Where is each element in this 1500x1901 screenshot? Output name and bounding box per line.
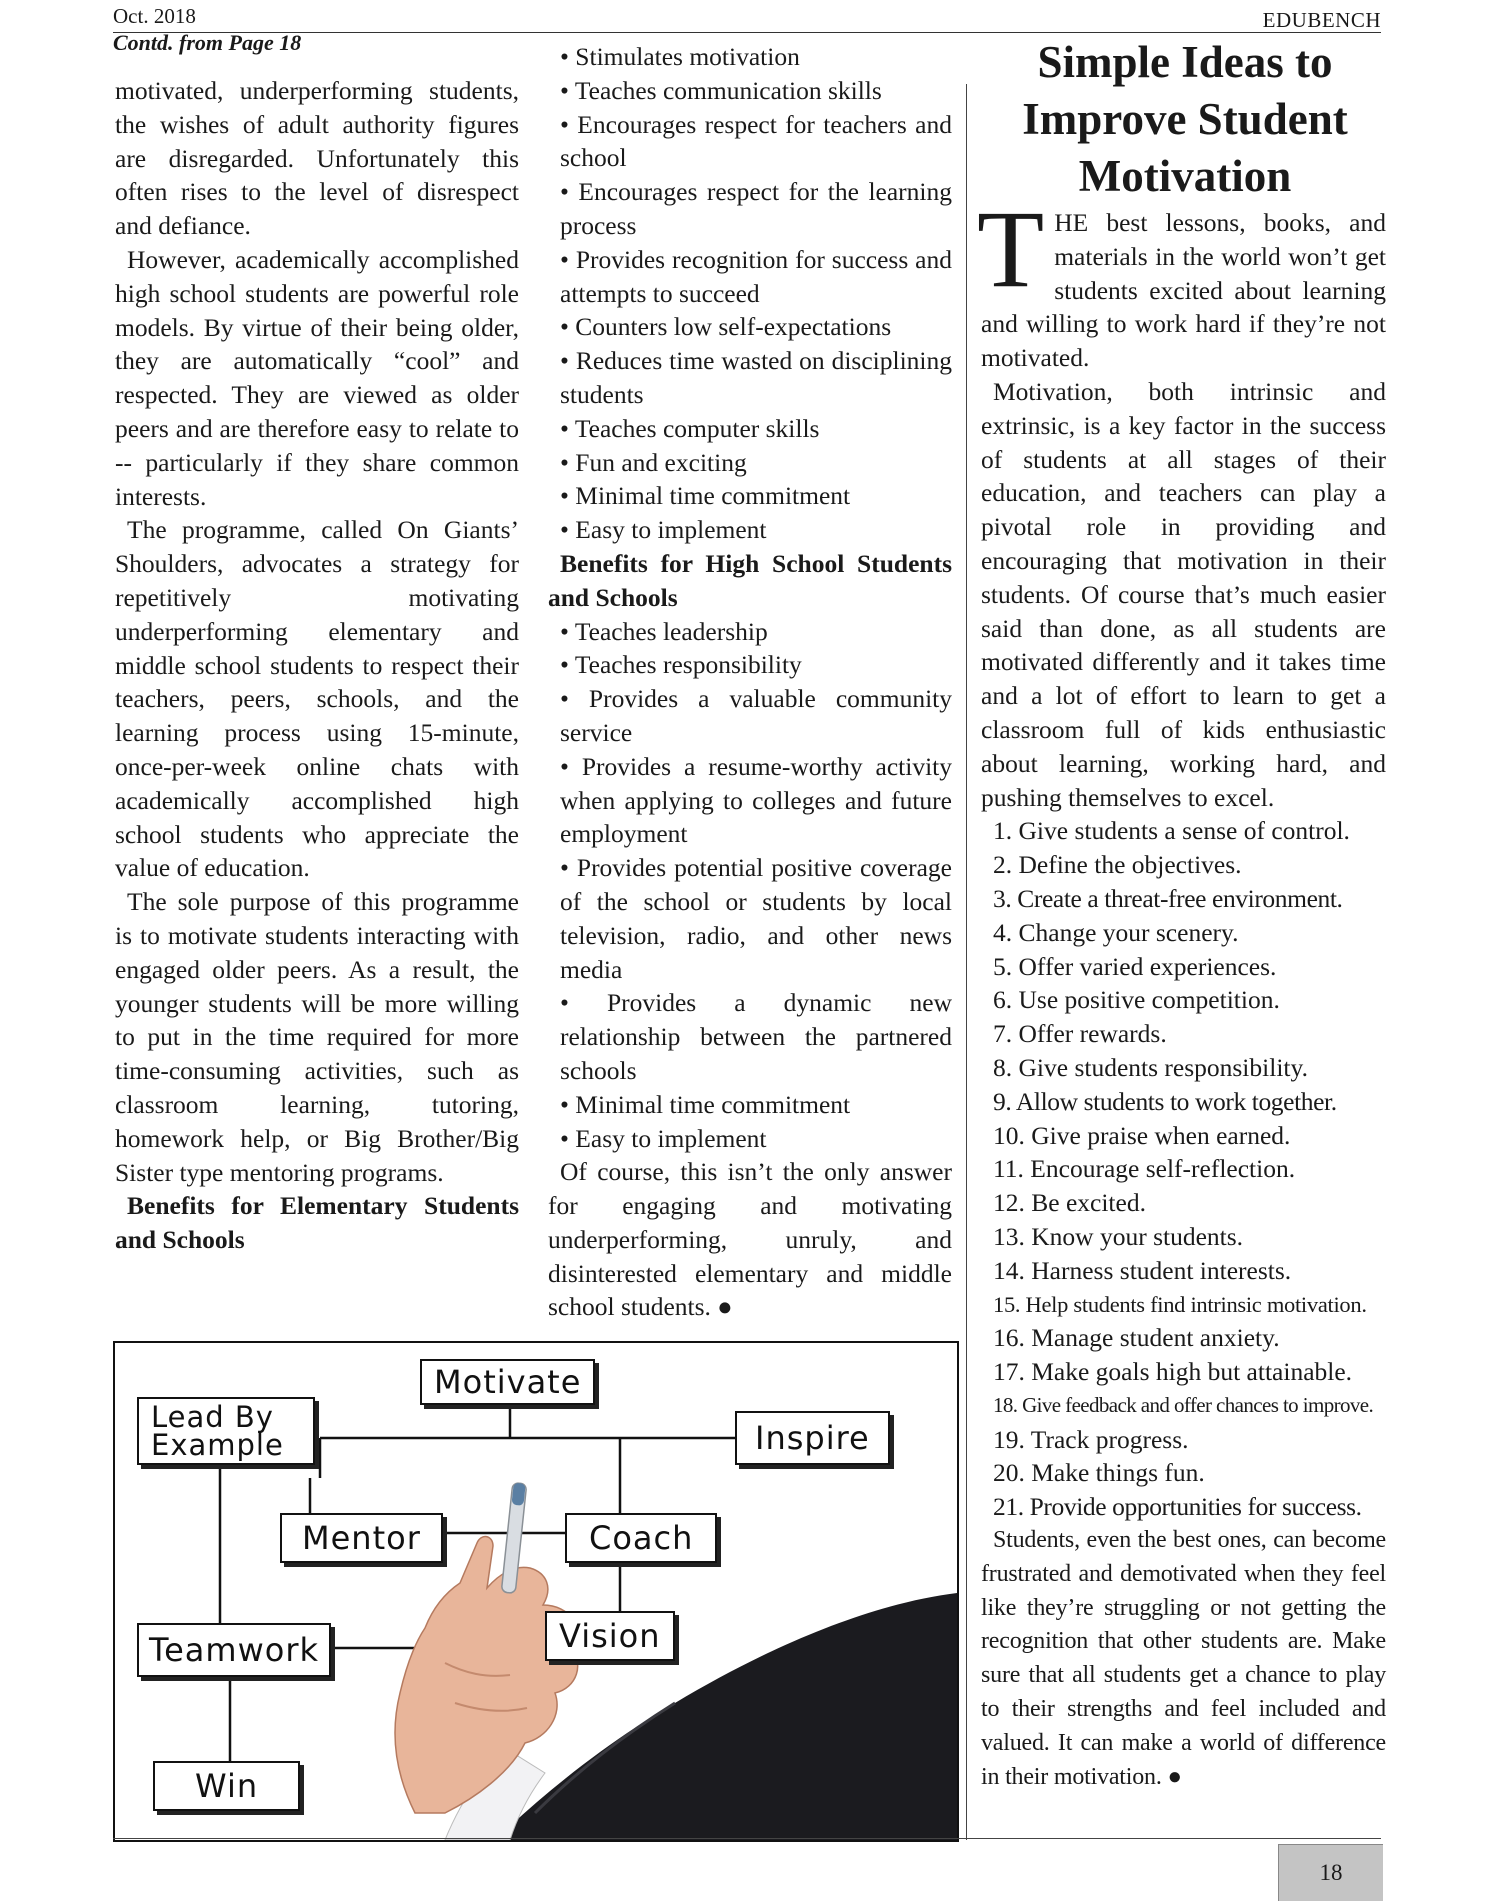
publication-name: EDUBENCH (1262, 8, 1381, 32)
vision-box: Vision (545, 1611, 675, 1661)
col3-intro-2: Motivation, both intrinsic and extrinsic, is a key factor in the success of students at all stages of their education, and teachers can play a pivotal role in providing and encouraging that motivation in their students. Of course that’s much easier said than done, as all students are motivated differently and it takes time and a lot of effort to learn to get a classroom full of kids enthusiastic about learning, working hard, and pushing themselves to excel. (981, 376, 1386, 812)
idea-item: 19. Track progress. (993, 1424, 1189, 1454)
continued-note: Contd. from Page 18 (113, 30, 302, 55)
motivation-diagram-image (113, 1341, 959, 1842)
benefit-item: • Teaches computer skills (560, 413, 820, 443)
benefit-item: • Fun and exciting (560, 447, 747, 477)
benefit-item: • Encourages respect for the learning process (560, 177, 952, 240)
col1-paragraph-1: motivated, underperforming students, the wishes of adult authority figures are disregarded. Unfortunately this often rises to the level of disrespect and defiance. (115, 76, 519, 241)
idea-item: 8. Give students responsibility. (993, 1052, 1308, 1082)
column-2 (548, 40, 952, 1324)
column-3 (977, 188, 1386, 1794)
idea-item: 5. Offer varied experiences. (993, 951, 1277, 981)
idea-item: 3. Create a threat-free environment. (993, 883, 1343, 913)
coach-box: Coach (565, 1513, 717, 1563)
win-box: Win (153, 1761, 300, 1811)
idea-item: 7. Offer rewards. (993, 1019, 1167, 1049)
idea-item: 12. Be excited. (993, 1188, 1146, 1218)
idea-item: 21. Provide opportunities for success. (993, 1492, 1362, 1522)
ideas-list (981, 814, 1386, 1524)
idea-item: 18. Give feedback and offer chances to improve. (993, 1392, 1374, 1417)
idea-item: 6. Use positive competition. (993, 985, 1280, 1015)
benefit-item: • Minimal time commitment (560, 481, 851, 511)
highschool-benefits-list (548, 615, 952, 1156)
benefit-item: • Easy to implement (560, 515, 767, 545)
benefit-item: • Provides a dynamic new relationship between the partnered schools (560, 988, 952, 1085)
col1-paragraph-4: The sole purpose of this programme is to motivate students interacting with engaged older peers. As a result, the younger students will be more willing to put in the time required for more time-consuming activities, such as classroom learning, tutoring, homework help, or Big Brother/Big Sister type mentoring programs. (115, 887, 519, 1187)
idea-item: 4. Change your scenery. (993, 917, 1239, 947)
idea-item: 13. Know your students. (993, 1221, 1244, 1251)
benefit-item: • Provides recognition for success and attempts to succeed (560, 244, 952, 308)
col1-heading-elementary: Benefits for Elementary Students and Schools (115, 1191, 519, 1255)
benefit-item: • Provides potential positive coverage of the school or students by local television, radio, and other news media (560, 853, 952, 984)
drop-cap: T (977, 188, 1045, 310)
col2-closing-paragraph: Of course, this isn’t the only answer for engaging and motivating underperforming, unruly, and disinterested elementary and middle school students. ● (548, 1157, 952, 1322)
mentor-box: Mentor (280, 1513, 443, 1563)
col1-paragraph-2: However, academically accomplished high school students are powerful role models. By virtue of their being older, they are automatically “cool” and respected. They are viewed as older peers and are therefore easy to relate to -- particularly if they share common interests. (115, 244, 519, 511)
idea-item: 17. Make goals high but attainable. (993, 1357, 1353, 1387)
idea-item: 11. Encourage self-reflection. (993, 1154, 1296, 1184)
idea-item: 15. Help students find intrinsic motivation. (993, 1291, 1367, 1317)
footer-rule (113, 1838, 1381, 1839)
col1-paragraph-3: The programme, called On Giants’ Shoulders, advocates a strategy for repetitively motivating underperforming elementary and middle school students to respect their teachers, peers, schools, and the learning process using 15-minute, once-per-week online chats with academically accomplished high school students who appreciate the value of education. (115, 515, 519, 883)
elementary-benefits-list (548, 40, 952, 547)
benefit-item: • Stimulates motivation (560, 42, 800, 71)
teamwork-box: Teamwork (137, 1623, 331, 1677)
benefit-item: • Easy to implement (560, 1123, 767, 1153)
column-1 (115, 74, 519, 1257)
benefit-item: • Reduces time wasted on disciplining students (560, 346, 952, 409)
benefit-item: • Teaches responsibility (560, 650, 802, 680)
motivate-box: Motivate (420, 1359, 595, 1405)
idea-item: 2. Define the objectives. (993, 850, 1242, 880)
idea-item: 16. Manage student anxiety. (993, 1323, 1280, 1353)
col3-intro-1: HE best lessons, books, and materials in the world won’t get students excited about learning and willing to work hard if they’re not motivated. (981, 208, 1386, 373)
benefit-item: • Counters low self-expectations (560, 312, 892, 342)
benefit-item: • Teaches leadership (560, 616, 768, 646)
column-divider (966, 84, 967, 1840)
header-rule (113, 32, 1381, 33)
article-title: Simple Ideas to Improve Student Motivation (1022, 37, 1348, 201)
idea-item: 10. Give praise when earned. (993, 1120, 1291, 1150)
benefit-item: • Encourages respect for teachers and school (560, 109, 952, 173)
benefit-item: • Provides a valuable community service (560, 684, 952, 747)
idea-item: 1. Give students a sense of control. (993, 816, 1350, 846)
page-number: 18 (1278, 1844, 1383, 1901)
col2-heading-highschool: Benefits for High School Students and Schools (548, 548, 952, 612)
idea-item: 14. Harness student interests. (993, 1255, 1292, 1285)
benefit-item: • Teaches communication skills (560, 75, 882, 105)
idea-item: 9. Allow students to work together. (993, 1086, 1337, 1116)
idea-item: 20. Make things fun. (993, 1458, 1205, 1488)
inspire-box: Inspire (735, 1411, 890, 1465)
benefit-item: • Provides a resume-worthy activity when applying to colleges and future employment (560, 751, 952, 849)
lead-by-example-box: Lead By Example (137, 1397, 315, 1465)
col3-closing-paragraph: Students, even the best ones, can become frustrated and demotivated when they feel like they’re struggling or not getting the recognition that other students are. Make sure that all students get a chance to play to their strengths and feel included and valued. It can make a world of difference in their motivation. ● (981, 1527, 1386, 1790)
benefit-item: • Minimal time commitment (560, 1089, 851, 1119)
issue-date: Oct. 2018 (113, 4, 196, 28)
